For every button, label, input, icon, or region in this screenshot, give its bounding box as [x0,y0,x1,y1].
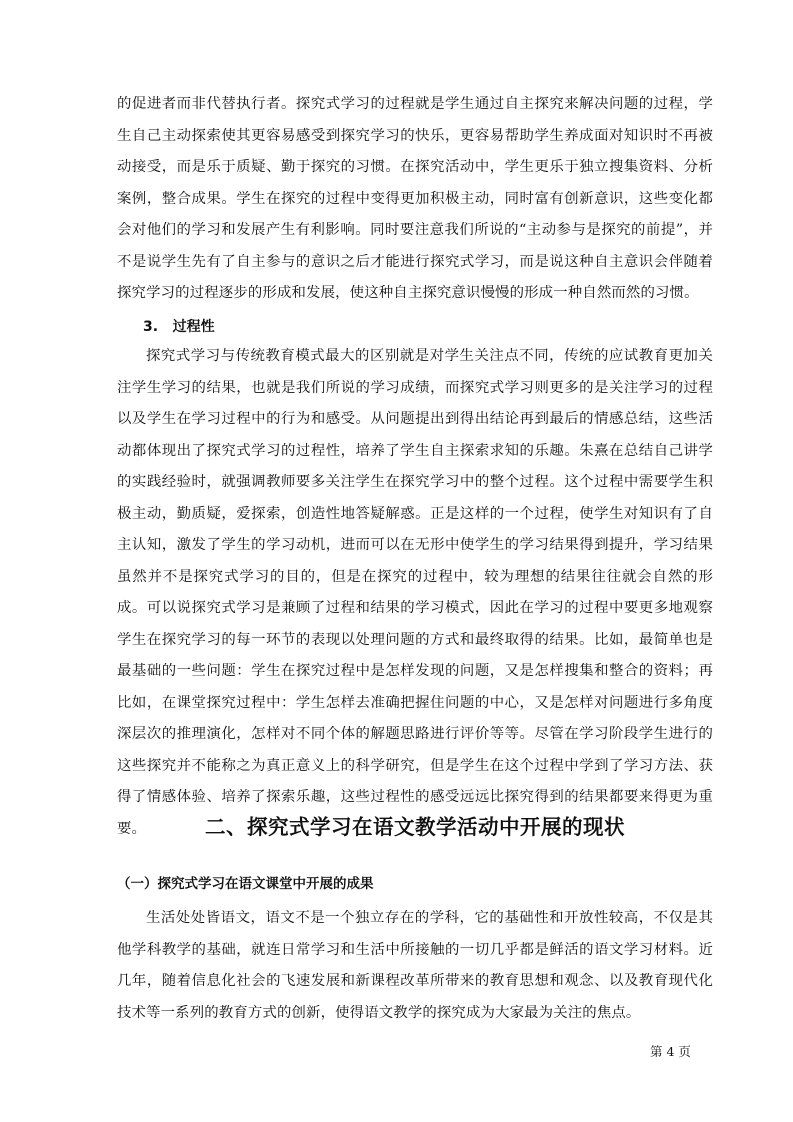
body-paragraph-2: 探究式学习与传统教育模式最大的区别就是对学生关注点不同，传统的应试教育更加关注学生学习的结果，也就是我们所说的学习成绩，而探究式学习则更多的是关注学习的过程以及学生在学习过程中的行为和感受。从问题提出到得出结论再到最后的情感总结，这些活动都体现出了探究式学习的过程性，培养了学生自主探索求知的乐趣。朱熹在总结自己讲学的实践经验时，就强调教师要多关注学生在探究学习中的整个过程。这个过程中需要学生积极主动，勤质疑，爱探索，创造性地答疑解惑。正是这样的一个过程，使学生对知识有了自主认知，激发了学生的学习动机，进而可以在无形中使学生的学习结果得到提升，学习结果虽然并不是探究式学习的目的，但是在探究的过程中，较为理想的结果往往就会自然的形成。可以说探究式学习是兼顾了过程和结果的学习模式，因此在学习的过程中要更多地观察学生在探究学习的每一环节的表现以处理问题的方式和最终取得的结果。比如，最简单也是最基础的一些问题：学生在探究过程中是怎样发现的问题，又是怎样搜集和整合的资料；再比如，在课堂探究过程中：学生怎样去准确把握住问题的中心，又是怎样对问题进行多角度深层次的推理演化，怎样对不同个体的解题思路进行评价等等。尽管在学习阶段学生进行的这些探究并不能称之为真正意义上的科学研究，但是学生在这个过程中学到了学习方法、获得了情感体验、培养了探索乐趣，这些过程性的感受远远比探究得到的结果都要来得更为重要。 [117,348,713,837]
body-paragraph-1: 的促进者而非代替执行者。探究式学习的过程就是学生通过自主探究来解决问题的过程，学生自己主动探索使其更容易感受到探究学习的快乐，更容易帮助学生养成面对知识时不再被动接受，而是乐于质疑、勤于探究的习惯。在探究活动中，学生更乐于独立搜集资料、分析案例，整合成果。学生在探究的过程中变得更加积极主动，同时富有创新意识，这些变化都会对他们的学习和发展产生有利影响。同时要注意我们所说的“主动参与是探究的前提”，并不是说学生先有了自主参与的意识之后才能进行探究式学习，而是说这种自主意识会伴随着探究学习的过程逐步的形成和发展，使这种自主探究意识慢慢的形成一种自然而然的习惯。 [117,96,713,301]
body-paragraph-3: 生活处处皆语文，语文不是一个独立存在的学科，它的基础性和开放性较高，不仅是其他学科教学的基础，就连日常学习和生活中所接触的一切几乎都是鲜活的语文学习材料。近几年，随着信息化社会的飞速发展和新课程改革所带来的教育思想和观念、以及教育现代化技术等一系列的教育方式的创新，使得语文教学的探究成为大家最为关注的焦点。 [117,910,713,1021]
section-heading: 二、探究式学习在语文教学活动中开展的现状 [205,815,625,839]
list-item-heading-process: 3. 过程性 [143,319,215,335]
page-number: 第 4 页 [650,1044,691,1059]
subsection-heading: （一）探究式学习在语文课堂中开展的成果 [117,876,374,892]
